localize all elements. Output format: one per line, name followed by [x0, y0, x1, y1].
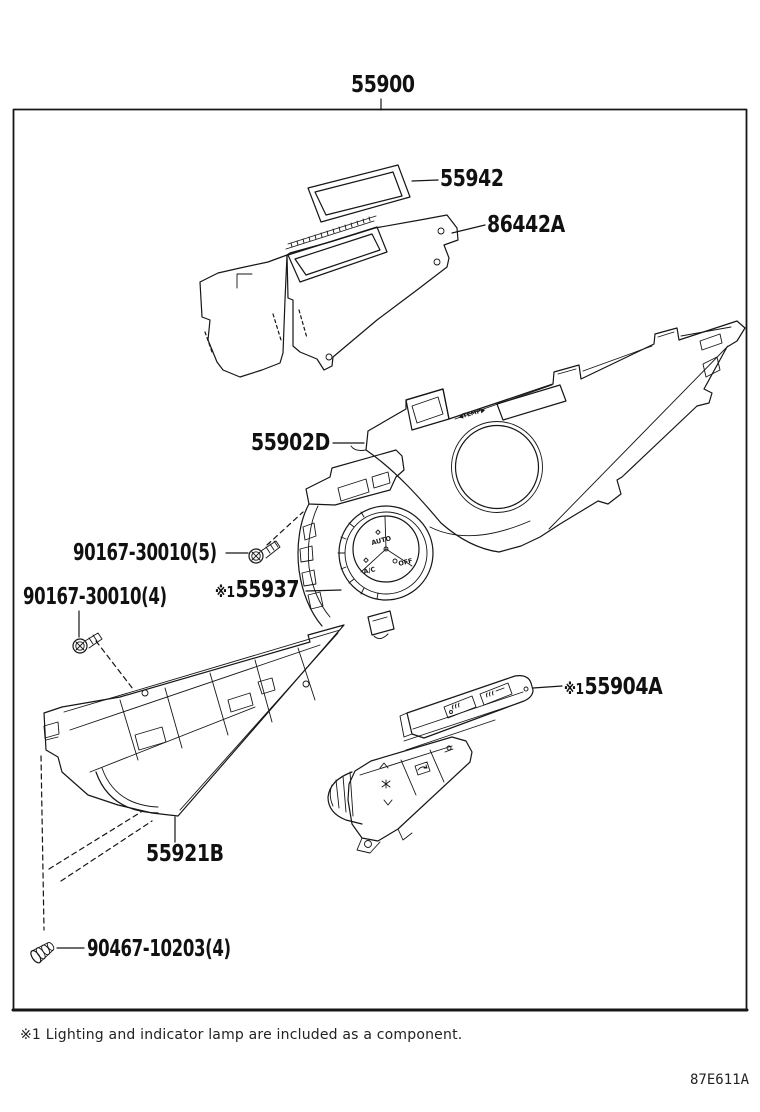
callout-55904a-note-marker: ※1: [564, 680, 584, 698]
footnote-text: Lighting and indicator lamp are included as a component.: [45, 1027, 463, 1043]
part-55937-dial: [298, 450, 433, 639]
callout-assembly-55900: 55900: [351, 72, 415, 98]
footnote-marker: ※1: [20, 1027, 42, 1043]
projection-dashed-lines: [41, 512, 303, 930]
callout-screw-90167-30010-5: 90167-30010(5): [73, 540, 217, 566]
part-55904a-switch-assembly: [328, 676, 533, 853]
callout-55904a: [564, 675, 662, 700]
part-86442a-bracket: [200, 215, 458, 377]
screw-90167-30010-5: [249, 541, 280, 563]
callout-55921b: 55921B: [146, 841, 224, 867]
figure-code: 87E611A: [690, 1072, 750, 1088]
callout-clip-90467-10203: 90467-10203(4): [87, 936, 231, 962]
dial-marking-ac: A/C: [362, 565, 377, 576]
callout-55937-number: 55937: [235, 577, 300, 603]
part-55921b-lower-panel: [44, 625, 344, 816]
callout-86442a: 86442A: [487, 212, 565, 238]
dial-marking-auto: AUTO: [370, 534, 392, 547]
dial-marking-off: OFF: [397, 556, 414, 568]
callout-55942: 55942: [440, 166, 504, 192]
callout-screw-90167-30010-4: 90167-30010(4): [23, 584, 167, 610]
callout-55937: [215, 578, 299, 603]
panel-marking-temp: ◀TEMP▶: [457, 406, 487, 421]
clip-90467-10203: [29, 939, 57, 964]
part-55902d-control-panel: [351, 321, 745, 552]
callout-55904a-number: 55904A: [584, 674, 663, 700]
part-55942-trim-plate: [308, 165, 410, 222]
callout-55937-note-marker: ※1: [215, 583, 235, 601]
footnote: [20, 1027, 462, 1043]
callout-55902d: 55902D: [251, 430, 330, 456]
